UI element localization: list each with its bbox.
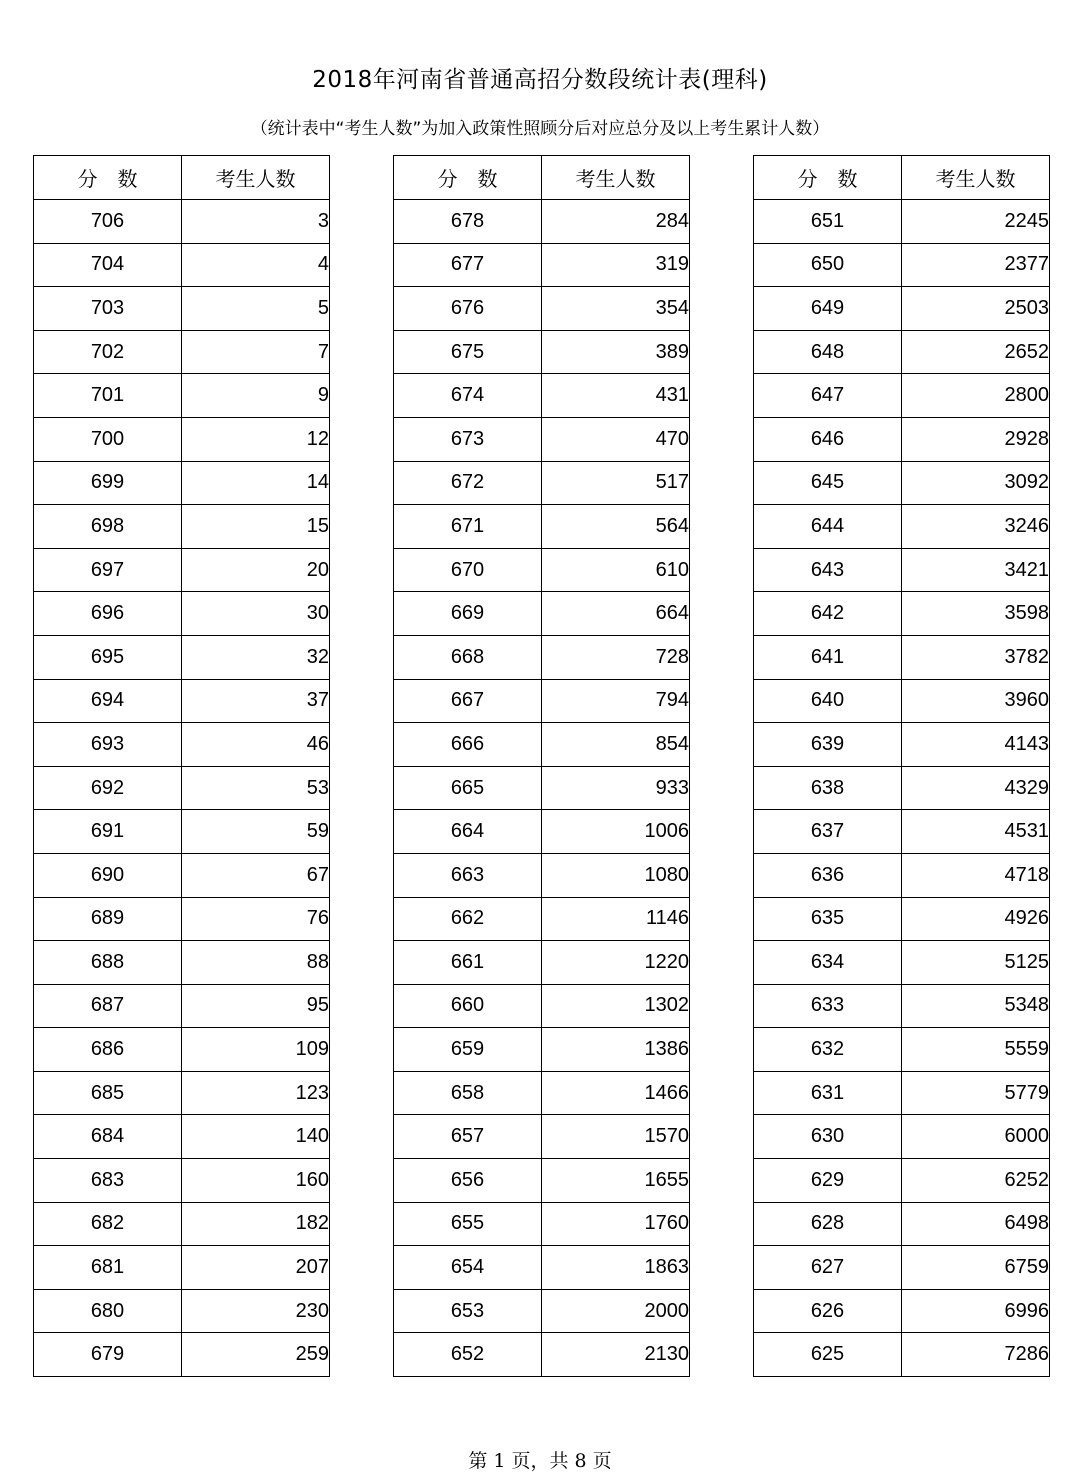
score-cell: 701 <box>34 374 182 418</box>
score-cell: 647 <box>754 374 902 418</box>
table-row <box>754 897 1050 941</box>
score-cell: 700 <box>34 417 182 461</box>
count-cell: 2000 <box>542 1289 690 1333</box>
count-cell: 4531 <box>902 810 1050 854</box>
table-row <box>394 287 690 331</box>
count-cell: 517 <box>542 461 690 505</box>
count-cell: 76 <box>182 897 330 941</box>
table-row <box>34 635 330 679</box>
table-row <box>34 1333 330 1377</box>
count-cell: 6996 <box>902 1289 1050 1333</box>
count-cell: 88 <box>182 941 330 985</box>
table-row <box>34 853 330 897</box>
table-row <box>754 941 1050 985</box>
page-footer: 第 1 页，共 8 页 <box>468 1450 612 1472</box>
count-cell: 3 <box>182 200 330 244</box>
score-cell: 650 <box>754 243 902 287</box>
count-cell: 3598 <box>902 592 1050 636</box>
table-row <box>34 592 330 636</box>
score-cell: 637 <box>754 810 902 854</box>
count-cell: 1080 <box>542 853 690 897</box>
count-cell: 3246 <box>902 505 1050 549</box>
table-row <box>754 461 1050 505</box>
count-cell: 319 <box>542 243 690 287</box>
score-cell: 677 <box>394 243 542 287</box>
table-row <box>394 548 690 592</box>
count-cell: 46 <box>182 723 330 767</box>
score-cell: 670 <box>394 548 542 592</box>
score-cell: 667 <box>394 679 542 723</box>
score-cell: 686 <box>34 1028 182 1072</box>
score-cell: 672 <box>394 461 542 505</box>
table-row <box>394 505 690 549</box>
table-row <box>34 330 330 374</box>
score-cell: 649 <box>754 287 902 331</box>
table-row <box>394 1159 690 1203</box>
table-row <box>394 853 690 897</box>
score-cell: 638 <box>754 766 902 810</box>
table-row <box>394 635 690 679</box>
table-row <box>754 1159 1050 1203</box>
table-row <box>754 330 1050 374</box>
table-row <box>394 417 690 461</box>
table-row <box>34 679 330 723</box>
score-cell: 626 <box>754 1289 902 1333</box>
table-row <box>34 766 330 810</box>
table-row <box>394 679 690 723</box>
table-row <box>394 1246 690 1290</box>
score-cell: 695 <box>34 635 182 679</box>
table-row <box>754 1071 1050 1115</box>
count-cell: 431 <box>542 374 690 418</box>
score-cell: 648 <box>754 330 902 374</box>
table-body <box>394 200 690 1377</box>
count-column-header: 考生人数 <box>542 156 690 200</box>
score-cell: 632 <box>754 1028 902 1072</box>
score-cell: 685 <box>34 1071 182 1115</box>
table-row <box>34 505 330 549</box>
table-row <box>34 374 330 418</box>
count-cell: 4718 <box>902 853 1050 897</box>
count-cell: 5348 <box>902 984 1050 1028</box>
count-cell: 3421 <box>902 548 1050 592</box>
count-column-header: 考生人数 <box>182 156 330 200</box>
table-row <box>34 897 330 941</box>
count-cell: 6000 <box>902 1115 1050 1159</box>
table-row <box>754 853 1050 897</box>
table-row <box>754 243 1050 287</box>
table-row <box>754 592 1050 636</box>
table-row <box>394 984 690 1028</box>
table-row <box>34 1202 330 1246</box>
count-cell: 1760 <box>542 1202 690 1246</box>
score-cell: 692 <box>34 766 182 810</box>
score-cell: 633 <box>754 984 902 1028</box>
count-cell: 32 <box>182 635 330 679</box>
count-cell: 2928 <box>902 417 1050 461</box>
table-row <box>34 1246 330 1290</box>
score-cell: 645 <box>754 461 902 505</box>
count-cell: 1220 <box>542 941 690 985</box>
count-cell: 59 <box>182 810 330 854</box>
table-row <box>34 461 330 505</box>
count-cell: 3782 <box>902 635 1050 679</box>
score-cell: 703 <box>34 287 182 331</box>
count-cell: 6252 <box>902 1159 1050 1203</box>
count-cell: 728 <box>542 635 690 679</box>
table-row <box>34 417 330 461</box>
table-row <box>394 1071 690 1115</box>
score-cell: 657 <box>394 1115 542 1159</box>
count-cell: 4143 <box>902 723 1050 767</box>
score-table-2 <box>393 155 690 1377</box>
table-row <box>394 461 690 505</box>
table-row <box>394 374 690 418</box>
score-cell: 634 <box>754 941 902 985</box>
count-cell: 5 <box>182 287 330 331</box>
table-row <box>754 984 1050 1028</box>
count-cell: 160 <box>182 1159 330 1203</box>
score-cell: 656 <box>394 1159 542 1203</box>
table-row <box>754 374 1050 418</box>
score-cell: 629 <box>754 1159 902 1203</box>
table-row <box>394 766 690 810</box>
count-cell: 1386 <box>542 1028 690 1072</box>
score-cell: 668 <box>394 635 542 679</box>
table-header-row <box>34 156 330 200</box>
table-row <box>34 723 330 767</box>
score-cell: 644 <box>754 505 902 549</box>
score-cell: 643 <box>754 548 902 592</box>
table-row <box>394 1202 690 1246</box>
count-cell: 123 <box>182 1071 330 1115</box>
count-cell: 5779 <box>902 1071 1050 1115</box>
score-cell: 660 <box>394 984 542 1028</box>
score-cell: 664 <box>394 810 542 854</box>
score-cell: 627 <box>754 1246 902 1290</box>
count-cell: 6498 <box>902 1202 1050 1246</box>
score-cell: 640 <box>754 679 902 723</box>
score-cell: 628 <box>754 1202 902 1246</box>
count-cell: 207 <box>182 1246 330 1290</box>
count-cell: 1466 <box>542 1071 690 1115</box>
table-row <box>754 1115 1050 1159</box>
score-cell: 630 <box>754 1115 902 1159</box>
score-cell: 654 <box>394 1246 542 1290</box>
count-cell: 2503 <box>902 287 1050 331</box>
table-row <box>394 243 690 287</box>
score-cell: 688 <box>34 941 182 985</box>
score-cell: 683 <box>34 1159 182 1203</box>
score-cell: 671 <box>394 505 542 549</box>
score-cell: 665 <box>394 766 542 810</box>
score-cell: 662 <box>394 897 542 941</box>
table-row <box>754 679 1050 723</box>
score-cell: 639 <box>754 723 902 767</box>
table-row <box>754 548 1050 592</box>
score-cell: 663 <box>394 853 542 897</box>
score-cell: 642 <box>754 592 902 636</box>
table-row <box>754 1202 1050 1246</box>
table-row <box>34 941 330 985</box>
count-cell: 4 <box>182 243 330 287</box>
score-cell: 704 <box>34 243 182 287</box>
table-row <box>34 548 330 592</box>
count-cell: 15 <box>182 505 330 549</box>
count-cell: 109 <box>182 1028 330 1072</box>
score-cell: 689 <box>34 897 182 941</box>
table-row <box>34 1115 330 1159</box>
table-row <box>394 330 690 374</box>
count-cell: 794 <box>542 679 690 723</box>
page-subtitle: （统计表中“考生人数”为加入政策性照顾分后对应总分及以上考生累计人数） <box>250 119 830 139</box>
table-row <box>394 1115 690 1159</box>
table-header-row <box>394 156 690 200</box>
table-row <box>754 1289 1050 1333</box>
count-cell: 1570 <box>542 1115 690 1159</box>
score-cell: 646 <box>754 417 902 461</box>
count-cell: 30 <box>182 592 330 636</box>
score-cell: 673 <box>394 417 542 461</box>
count-cell: 53 <box>182 766 330 810</box>
score-cell: 669 <box>394 592 542 636</box>
table-row <box>34 1028 330 1072</box>
table-row <box>754 723 1050 767</box>
count-cell: 2130 <box>542 1333 690 1377</box>
count-cell: 1146 <box>542 897 690 941</box>
score-cell: 678 <box>394 200 542 244</box>
score-cell: 676 <box>394 287 542 331</box>
table-row <box>394 723 690 767</box>
count-cell: 1006 <box>542 810 690 854</box>
table-row <box>34 984 330 1028</box>
score-cell: 696 <box>34 592 182 636</box>
table-row <box>394 592 690 636</box>
table-body <box>754 200 1050 1377</box>
count-cell: 12 <box>182 417 330 461</box>
count-cell: 564 <box>542 505 690 549</box>
score-cell: 658 <box>394 1071 542 1115</box>
score-cell: 635 <box>754 897 902 941</box>
table-row <box>394 941 690 985</box>
table-row <box>754 766 1050 810</box>
count-cell: 4329 <box>902 766 1050 810</box>
count-cell: 7 <box>182 330 330 374</box>
score-cell: 636 <box>754 853 902 897</box>
score-cell: 661 <box>394 941 542 985</box>
score-cell: 655 <box>394 1202 542 1246</box>
score-cell: 681 <box>34 1246 182 1290</box>
table-row <box>754 810 1050 854</box>
count-cell: 2800 <box>902 374 1050 418</box>
score-cell: 699 <box>34 461 182 505</box>
score-cell: 641 <box>754 635 902 679</box>
table-row <box>754 200 1050 244</box>
count-cell: 3960 <box>902 679 1050 723</box>
count-cell: 5125 <box>902 941 1050 985</box>
count-cell: 1863 <box>542 1246 690 1290</box>
count-cell: 7286 <box>902 1333 1050 1377</box>
count-cell: 1655 <box>542 1159 690 1203</box>
table-row <box>394 897 690 941</box>
count-column-header: 考生人数 <box>902 156 1050 200</box>
score-cell: 706 <box>34 200 182 244</box>
count-cell: 9 <box>182 374 330 418</box>
count-cell: 5559 <box>902 1028 1050 1072</box>
count-cell: 37 <box>182 679 330 723</box>
score-cell: 702 <box>34 330 182 374</box>
table-row <box>34 1071 330 1115</box>
score-column-header: 分 数 <box>754 156 902 200</box>
count-cell: 2377 <box>902 243 1050 287</box>
score-cell: 653 <box>394 1289 542 1333</box>
table-row <box>34 287 330 331</box>
score-cell: 651 <box>754 200 902 244</box>
table-row <box>34 1289 330 1333</box>
table-row <box>754 287 1050 331</box>
count-cell: 854 <box>542 723 690 767</box>
score-cell: 690 <box>34 853 182 897</box>
count-cell: 4926 <box>902 897 1050 941</box>
table-row <box>34 810 330 854</box>
count-cell: 389 <box>542 330 690 374</box>
count-cell: 140 <box>182 1115 330 1159</box>
count-cell: 95 <box>182 984 330 1028</box>
table-header-row <box>754 156 1050 200</box>
count-cell: 933 <box>542 766 690 810</box>
table-row <box>34 200 330 244</box>
count-cell: 664 <box>542 592 690 636</box>
count-cell: 354 <box>542 287 690 331</box>
count-cell: 284 <box>542 200 690 244</box>
table-row <box>34 243 330 287</box>
score-cell: 652 <box>394 1333 542 1377</box>
count-cell: 259 <box>182 1333 330 1377</box>
score-cell: 698 <box>34 505 182 549</box>
score-cell: 697 <box>34 548 182 592</box>
score-cell: 680 <box>34 1289 182 1333</box>
table-row <box>394 1333 690 1377</box>
table-row <box>754 417 1050 461</box>
score-cell: 684 <box>34 1115 182 1159</box>
table-row <box>754 1028 1050 1072</box>
table-row <box>34 1159 330 1203</box>
score-cell: 659 <box>394 1028 542 1072</box>
score-cell: 693 <box>34 723 182 767</box>
table-row <box>394 200 690 244</box>
score-table-3 <box>753 155 1050 1377</box>
count-cell: 6759 <box>902 1246 1050 1290</box>
count-cell: 1302 <box>542 984 690 1028</box>
score-cell: 691 <box>34 810 182 854</box>
table-row <box>394 1028 690 1072</box>
score-cell: 631 <box>754 1071 902 1115</box>
count-cell: 230 <box>182 1289 330 1333</box>
score-cell: 625 <box>754 1333 902 1377</box>
score-cell: 694 <box>34 679 182 723</box>
score-cell: 687 <box>34 984 182 1028</box>
table-row <box>754 505 1050 549</box>
table-row <box>754 1333 1050 1377</box>
table-row <box>394 1289 690 1333</box>
score-cell: 674 <box>394 374 542 418</box>
count-cell: 470 <box>542 417 690 461</box>
count-cell: 2245 <box>902 200 1050 244</box>
score-column-header: 分 数 <box>394 156 542 200</box>
score-cell: 666 <box>394 723 542 767</box>
table-row <box>754 1246 1050 1290</box>
table-body <box>34 200 330 1377</box>
table-row <box>394 810 690 854</box>
score-cell: 679 <box>34 1333 182 1377</box>
count-cell: 14 <box>182 461 330 505</box>
table-row <box>754 635 1050 679</box>
count-cell: 3092 <box>902 461 1050 505</box>
count-cell: 2652 <box>902 330 1050 374</box>
count-cell: 182 <box>182 1202 330 1246</box>
score-cell: 675 <box>394 330 542 374</box>
count-cell: 610 <box>542 548 690 592</box>
score-column-header: 分 数 <box>34 156 182 200</box>
score-table-1 <box>33 155 330 1377</box>
page-title: 2018年河南省普通高招分数段统计表(理科) <box>312 67 768 93</box>
score-cell: 682 <box>34 1202 182 1246</box>
count-cell: 67 <box>182 853 330 897</box>
count-cell: 20 <box>182 548 330 592</box>
